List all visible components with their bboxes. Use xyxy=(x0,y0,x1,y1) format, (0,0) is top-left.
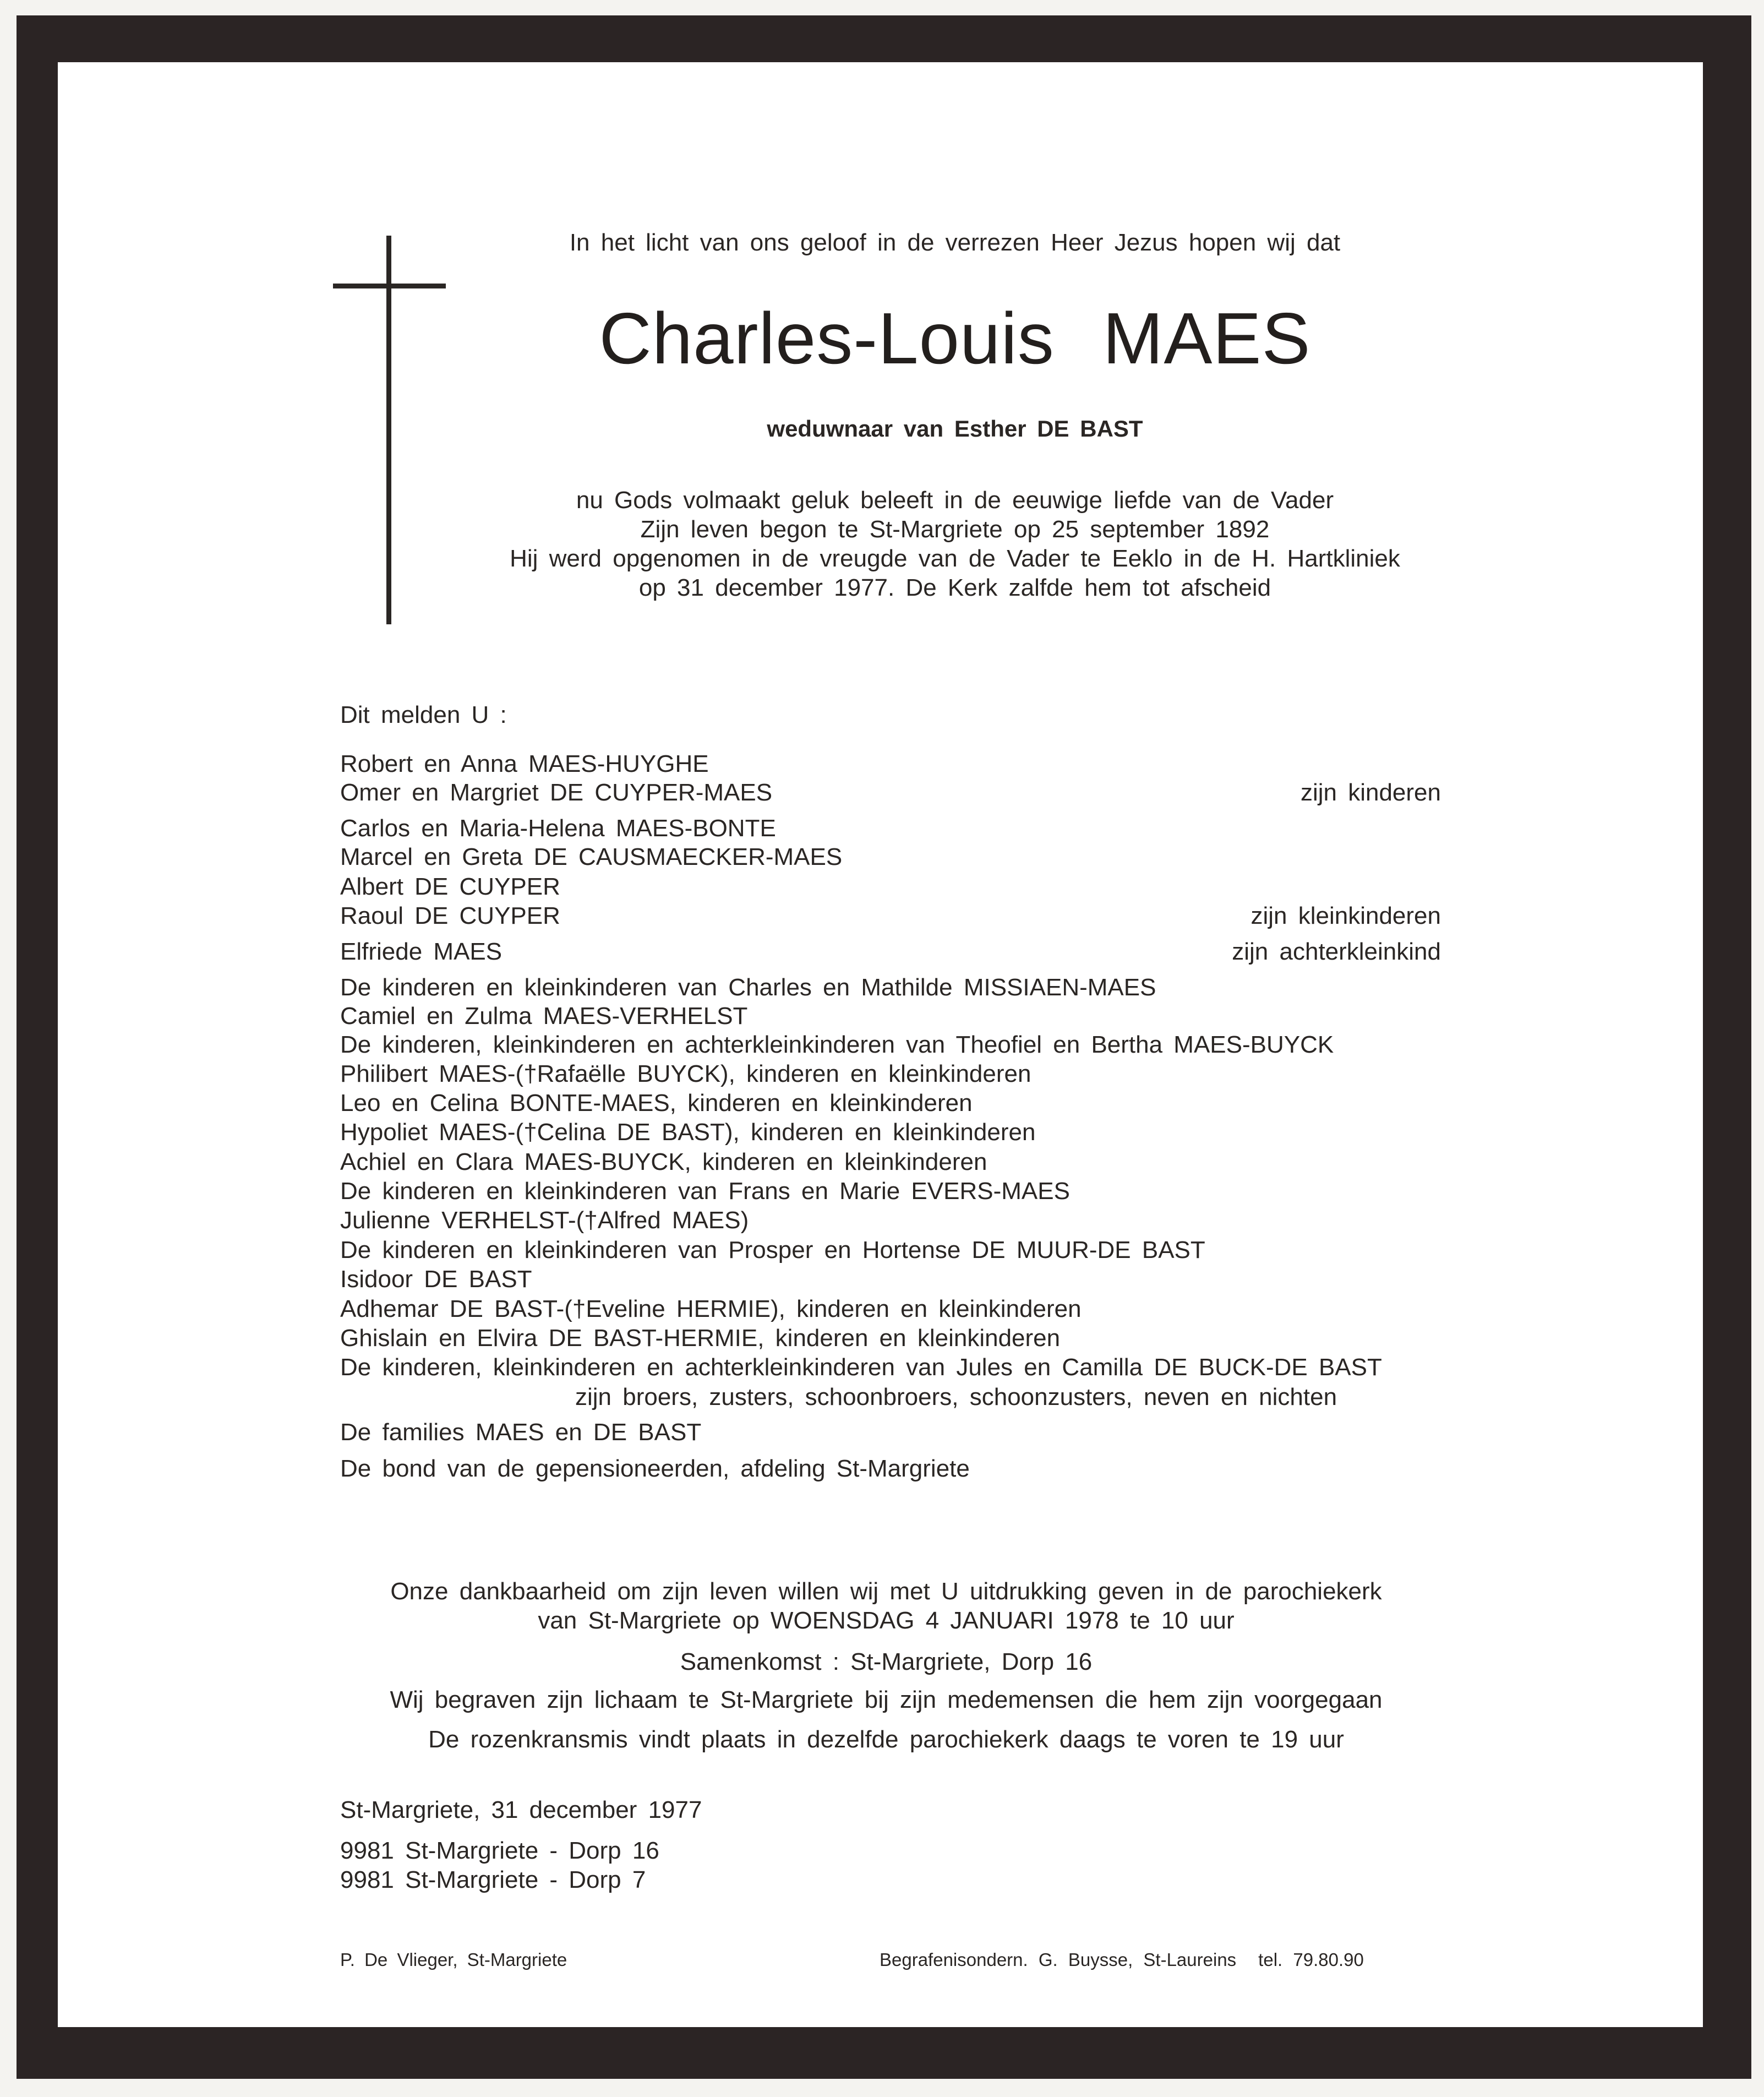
family-name: Isidoor DE BAST xyxy=(340,1266,532,1293)
family-name: Camiel en Zulma MAES-VERHELST xyxy=(340,1003,748,1030)
family-name: Ghislain en Elvira DE BAST-HERMIE, kinderen en kleinkinderen xyxy=(340,1325,1061,1352)
undertaker-credit xyxy=(880,1949,1364,1971)
family-name: De kinderen en kleinkinderen van Frans en Marie EVERS-MAES xyxy=(340,1178,1070,1205)
address-line: 9981 St-Margriete - Dorp 7 xyxy=(340,1866,646,1893)
service-text: van St-Margriete op WOENSDAG 4 JANUARI 1978 te 10 uur xyxy=(538,1607,1235,1634)
life-text xyxy=(468,486,1442,602)
printer-credit: P. De Vlieger, St-Margriete xyxy=(340,1949,567,1970)
gathering-text: Samenkomst : St-Margriete, Dorp 16 xyxy=(680,1648,1093,1675)
deceased-name: Charles-Louis MAES xyxy=(599,298,1311,379)
family-name: Robert en Anna MAES-HUYGHE xyxy=(340,750,709,777)
announce-heading: Dit melden U : xyxy=(340,701,507,728)
association-line: De bond van de gepensioneerden, afdeling St-Margriete xyxy=(340,1455,970,1482)
family-name: Achiel en Clara MAES-BUYCK, kinderen en kleinkinderen xyxy=(340,1148,987,1175)
family-name: Marcel en Greta DE CAUSMAECKER-MAES xyxy=(340,843,843,870)
family-name: De kinderen, kleinkinderen en achterkleinkinderen van Theofiel en Bertha MAES-BUYCK xyxy=(340,1031,1334,1058)
family-name: Leo en Celina BONTE-MAES, kinderen en kleinkinderen xyxy=(340,1090,973,1116)
undertaker-phone: tel. 79.80.90 xyxy=(1258,1949,1364,1970)
life-line: op 31 december 1977. De Kerk zalfde hem tot afscheid xyxy=(638,574,1271,601)
family-name: Julienne VERHELST-(†Alfred MAES) xyxy=(340,1207,749,1234)
family-name: Adhemar DE BAST-(†Eveline HERMIE), kinderen en kleinkinderen xyxy=(340,1295,1082,1322)
family-name: Philibert MAES-(†Rafaëlle BUYCK), kinderen en kleinkinderen xyxy=(340,1060,1031,1087)
life-line: nu Gods volmaakt geluk beleeft in de eeuwige liefde van de Vader xyxy=(576,487,1334,514)
family-name: Carlos en Maria-Helena MAES-BONTE xyxy=(340,815,776,842)
family-relation: zijn kleinkinderen xyxy=(1250,902,1441,929)
address-line: 9981 St-Margriete - Dorp 16 xyxy=(340,1837,659,1864)
family-relation: zijn achterkleinkind xyxy=(1232,938,1441,965)
burial-text: Wij begraven zijn lichaam te St-Margriete bij zijn medemensen die hem zijn voorgegaan xyxy=(390,1686,1383,1713)
undertaker-name: Begrafenisondern. G. Buysse, St-Laureins xyxy=(880,1949,1237,1970)
relations-line: zijn broers, zusters, schoonbroers, schoonzusters, neven en nichten xyxy=(575,1384,1337,1410)
cross-icon-horizontal xyxy=(333,284,446,288)
family-name: Albert DE CUYPER xyxy=(340,873,560,900)
intro-text: In het licht van ons geloof in de verrezen Heer Jezus hopen wij dat xyxy=(569,229,1341,256)
families-line: De families MAES en DE BAST xyxy=(340,1419,702,1446)
family-name: Raoul DE CUYPER xyxy=(340,902,560,929)
family-name: De kinderen en kleinkinderen van Prosper en Hortense DE MUUR-DE BAST xyxy=(340,1237,1205,1263)
life-line: Hij werd opgenomen in de vreugde van de Vader te Eeklo in de H. Hartkliniek xyxy=(510,545,1400,572)
family-name: Hypoliet MAES-(†Celina DE BAST), kinderen en kleinkinderen xyxy=(340,1119,1036,1146)
widower-line: weduwnaar van Esther DE BAST xyxy=(767,416,1143,442)
place-date: St-Margriete, 31 december 1977 xyxy=(340,1796,702,1823)
family-name: De kinderen en kleinkinderen van Charles en Mathilde MISSIAEN-MAES xyxy=(340,974,1156,1001)
service-text: Onze dankbaarheid om zijn leven willen wij met U uitdrukking geven in de parochiekerk xyxy=(390,1578,1382,1605)
family-name: De kinderen, kleinkinderen en achterkleinkinderen van Jules en Camilla DE BUCK-DE BAST xyxy=(340,1354,1382,1381)
family-name: Elfriede MAES xyxy=(340,938,503,965)
rosary-text: De rozenkransmis vindt plaats in dezelfde parochiekerk daags te voren te 19 uur xyxy=(428,1726,1344,1753)
cross-icon-vertical xyxy=(386,236,391,624)
family-relation: zijn kinderen xyxy=(1300,779,1441,806)
family-name: Omer en Margriet DE CUYPER-MAES xyxy=(340,779,773,806)
life-line: Zijn leven begon te St-Margriete op 25 september 1892 xyxy=(640,516,1270,543)
